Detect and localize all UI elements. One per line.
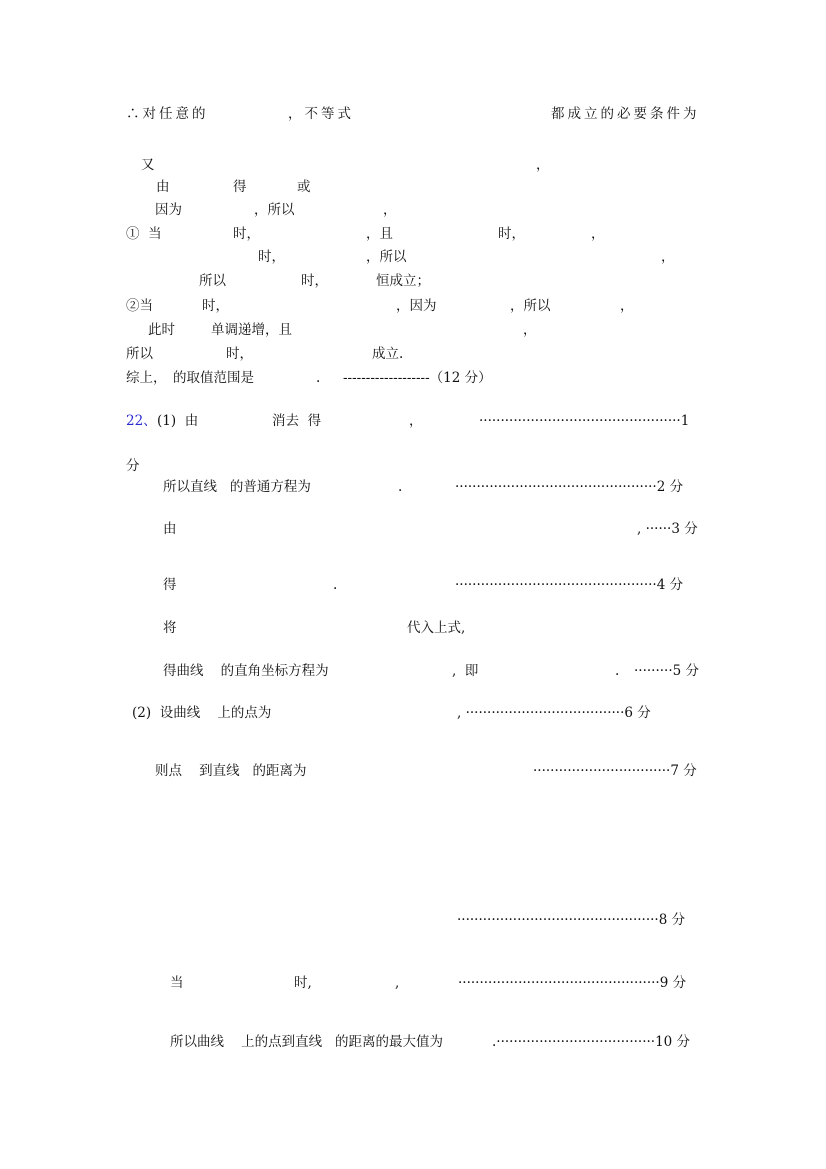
text-comma: , [395,975,400,991]
score-dots-6: , ·····································6 分 [457,705,651,721]
score-unit: 分 [126,458,140,474]
text-into-formula: 代入上式, [407,620,466,636]
text-from: 由 [156,179,170,195]
text-when: 时， [258,249,285,265]
text-holds: 成立. [372,346,404,362]
part-1-from: (1) 由 [157,413,199,429]
text-because: 因为 [155,202,182,218]
text-comma: ， [661,249,675,265]
score-12: -------------------（12 分） [343,370,492,386]
text-so: ，所以 [510,298,551,314]
text-when: 时, [294,975,312,991]
text-monotonic-increasing: 单调递增，且 [211,322,292,338]
text-so: ，所以 [366,249,407,265]
case-one-when: ① 当 [126,226,162,242]
text-always-holds: 恒成立； [376,273,430,289]
text-so: 所以 [126,346,153,362]
text-comma: ， [383,202,397,218]
text-get: 得 [163,577,177,593]
text-range-is: 的取值范围是 [173,370,254,386]
text-comma: ， [591,226,605,242]
text-period: . [398,479,403,495]
text-when: 时， [202,298,229,314]
score-dots-7: ································7 分 [533,763,697,779]
score-dots-2: ···············································2 分 [455,479,684,495]
text-when: 时， [233,226,260,242]
text-eliminate: 消去 得 [272,413,322,429]
text-period: . [615,663,620,679]
score-dots-10: .·····································10 分 [492,1034,691,1050]
text-when: 时， [498,226,525,242]
text-in-summary: 综上， [126,370,167,386]
text-period: . [316,370,321,386]
text-for-any: ∴对任意的 [126,106,209,122]
text-period: . [333,577,338,593]
text-from: 由 [163,521,177,537]
text-also: 又 [141,157,155,173]
score-dots-5: ·········5 分 [634,663,700,679]
score-dots-1: ···············································1 [479,413,690,429]
score-dots-8: ···············································8 分 [457,912,686,928]
case-two-when: ②当 [126,298,153,314]
text-necessary-condition: 都成立的必要条件为 [551,106,700,122]
text-so: ，所以 [254,202,295,218]
text-substitute: 将 [163,620,177,636]
text-at-this-time: 此时 [148,322,175,338]
text-when: 时， [301,273,328,289]
text-comma: ， [409,413,423,429]
text-get: 得 [233,179,247,195]
text-curve-cartesian-equation: 得曲线 的直角坐标方程为 [163,663,329,679]
text-that-is: , 即 [452,663,479,679]
text-inequality: ，不等式 [288,106,354,122]
part-2-point-on-curve: (2) 设曲线 上的点为 [132,705,272,721]
text-distance-to-line: 则点 到直线 的距离为 [155,763,307,779]
problem-number: 22、 [126,413,157,429]
text-when: 当 [170,975,184,991]
text-because: ，因为 [396,298,437,314]
text-comma: ， [536,157,550,173]
text-max-distance: 所以曲线 上的点到直线 的距离的最大值为 [170,1034,444,1050]
score-dots-9: ···············································9 分 [458,975,687,991]
text-or: 或 [297,179,311,195]
text-so: 所以 [199,273,226,289]
text-comma: ， [620,298,634,314]
score-dots-4: ···············································4 分 [455,577,684,593]
score-dots-3: , ······3 分 [637,521,698,537]
text-when: 时， [226,346,253,362]
text-comma: ， [523,322,537,338]
text-and: ，且 [366,226,393,242]
text-line-general-equation: 所以直线 的普通方程为 [163,479,311,495]
